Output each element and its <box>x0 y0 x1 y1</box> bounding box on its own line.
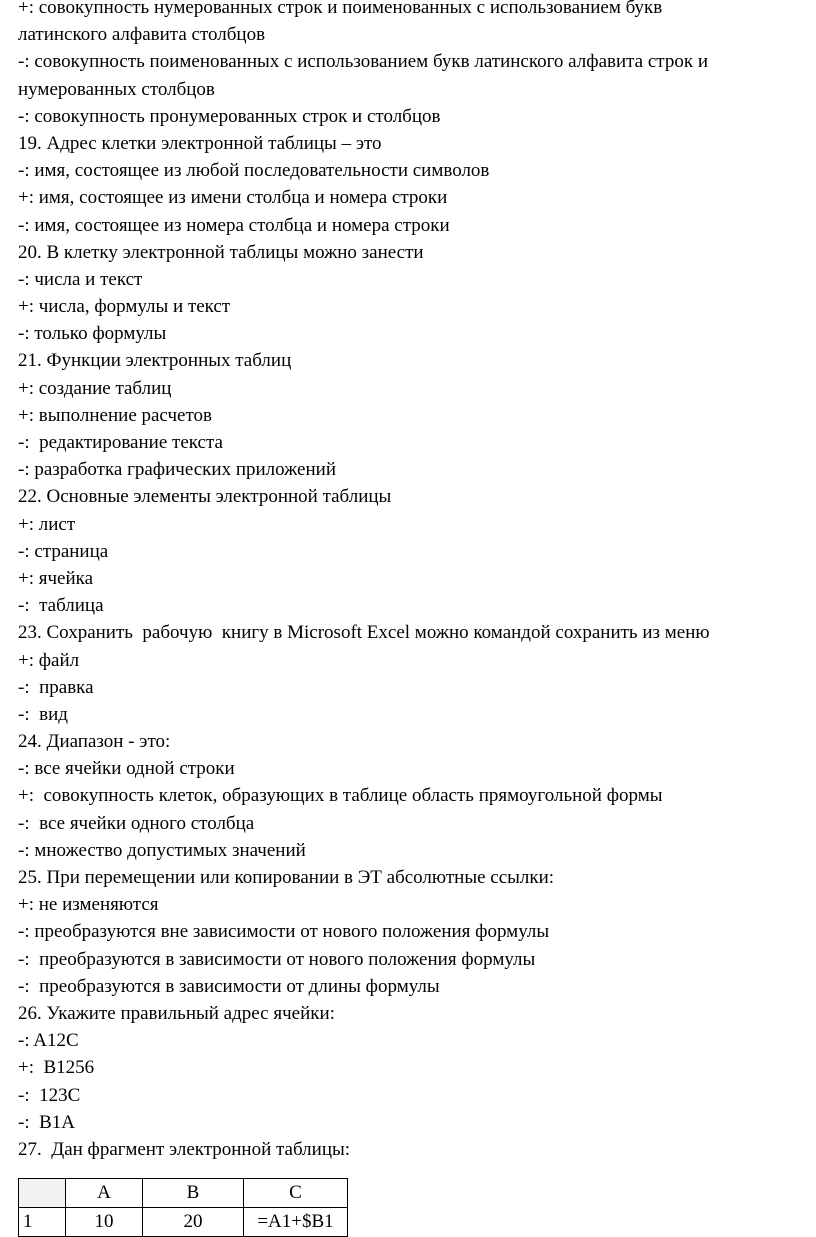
text-line: -: B1A <box>18 1111 75 1133</box>
text-line: +: имя, состоящее из имени столбца и номера строки <box>18 187 448 209</box>
text-line: -: только формулы <box>18 323 167 345</box>
text-line: -: все ячейки одной строки <box>18 758 235 780</box>
table-header-cell <box>19 1179 66 1208</box>
table-cell: =A1+$B1 <box>244 1208 348 1237</box>
text-line: +: лист <box>18 513 76 535</box>
text-line: +: не изменяются <box>18 894 159 916</box>
text-line: -: страница <box>18 540 109 562</box>
question-line: 26. Укажите правильный адрес ячейки: <box>18 1002 335 1024</box>
text-line: +: B1256 <box>18 1057 95 1079</box>
text-line: -: множество допустимых значений <box>18 839 306 861</box>
text-line: -: разработка графических приложений <box>18 459 336 481</box>
question-line: 23. Сохранить рабочую книгу в Microsoft Excel можно командой сохранить из меню <box>18 622 710 644</box>
table-cell: 10 <box>66 1208 143 1237</box>
text-line: нумерованных столбцов <box>18 78 215 100</box>
text-line: +: выполнение расчетов <box>18 404 212 426</box>
table-row <box>19 1208 348 1237</box>
table-cell: 20 <box>143 1208 244 1237</box>
table-header-cell: C <box>244 1179 348 1208</box>
text-line: +: создание таблиц <box>18 377 172 399</box>
question-line: 19. Адрес клетки электронной таблицы – это <box>18 132 382 154</box>
question-line: 27. Дан фрагмент электронной таблицы: <box>18 1138 351 1160</box>
table-header-cell: B <box>143 1179 244 1208</box>
text-line: -: вид <box>18 703 68 725</box>
text-line: -: A12C <box>18 1030 79 1052</box>
text-line: -: таблица <box>18 595 104 617</box>
text-line: -: 123C <box>18 1084 81 1106</box>
text-line: -: редактирование текста <box>18 432 223 453</box>
text-line: -: числа и текст <box>18 268 143 290</box>
text-line: -: все ячейки одного столбца <box>18 812 255 834</box>
text-line: +: совокупность нумерованных строк и поименованных с использованием букв <box>18 0 663 18</box>
text-line: -: имя, состоящее из номера столбца и номера строки <box>18 214 450 236</box>
spreadsheet-fragment-table <box>18 1178 348 1237</box>
text-line: латинского алфавита столбцов <box>18 24 266 46</box>
text-line: +: совокупность клеток, образующих в таблице область прямоугольной формы <box>18 785 663 807</box>
question-line: 25. При перемещении или копировании в ЭТ абсолютные ссылки: <box>18 867 555 888</box>
question-line: 22. Основные элементы электронной таблицы <box>18 486 392 508</box>
text-line: +: числа, формулы и текст <box>18 296 231 318</box>
text-line: -: совокупность поименованных с использованием букв латинского алфавита строк и <box>18 51 708 73</box>
table-header-row <box>19 1179 348 1208</box>
text-line: +: файл <box>18 649 80 671</box>
text-line: -: преобразуются вне зависимости от нового положения формулы <box>18 921 550 943</box>
text-line: -: преобразуются в зависимости от нового положения формулы <box>18 948 536 970</box>
text-line: -: преобразуются в зависимости от длины формулы <box>18 975 440 997</box>
question-line: 20. В клетку электронной таблицы можно занести <box>18 241 424 263</box>
text-line: -: имя, состоящее из любой последовательности символов <box>18 160 490 182</box>
question-line: 21. Функции электронных таблиц <box>18 350 292 372</box>
table-header-cell: A <box>66 1179 143 1208</box>
text-line: -: правка <box>18 676 94 698</box>
text-line: +: ячейка <box>18 567 94 589</box>
question-line: 24. Диапазон - это: <box>18 731 171 753</box>
text-line: -: совокупность пронумерованных строк и столбцов <box>18 105 441 127</box>
document-body <box>18 0 808 1163</box>
table-cell: 1 <box>19 1208 66 1237</box>
